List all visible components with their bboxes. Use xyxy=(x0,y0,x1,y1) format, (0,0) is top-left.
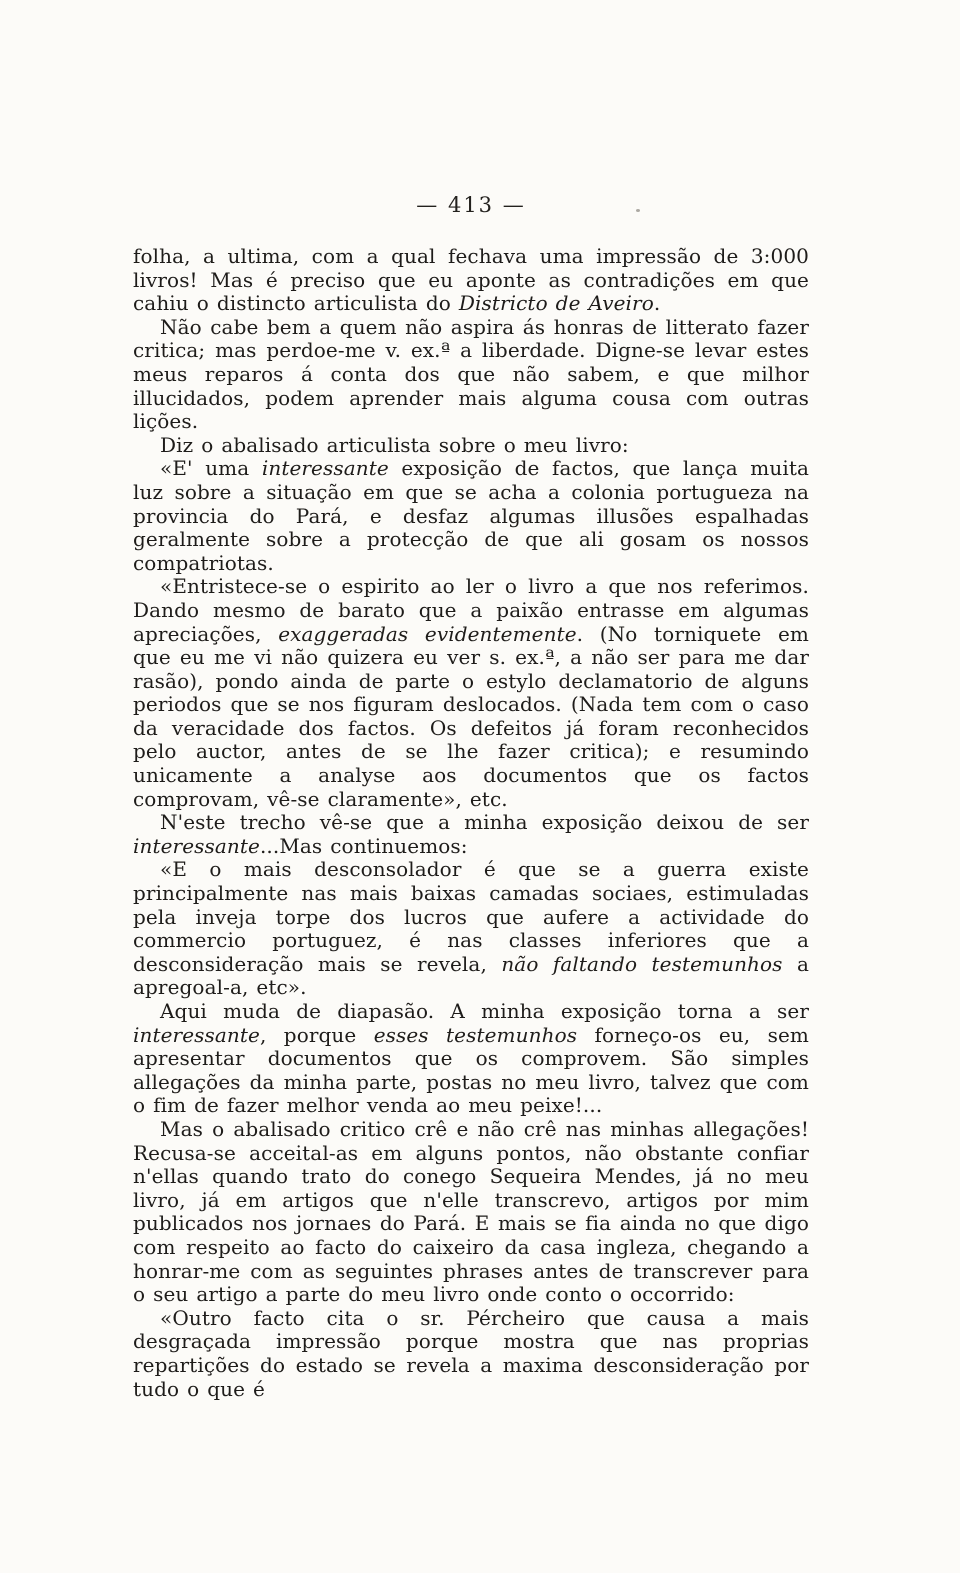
text-run: Aqui muda de diapasão. A minha exposição torna a ser xyxy=(160,999,809,1023)
text-run: «Outro facto cita o sr. Pércheiro que causa a mais desgraçada impressão porque mostra que nas proprias repartições do estado se revela a maxima desconsideração por tudo o que é xyxy=(133,1305,809,1401)
text-run: esses testemunhos xyxy=(373,1022,578,1047)
text-run: N'este trecho vê-se que a minha exposição deixou de ser xyxy=(160,810,809,835)
text-run: Mas o abalisado critico crê e não crê nas minhas allegações! Recusa-se acceital-as em alguns pontos, não obstante confiar n'ellas quando trato do conego Sequeira Mendes, já no meu livro, já em artigos que n'elle transcrevo, artigos por mim publicados nos jornaes do Pará. E mais se fia ainda no que digo com respeito ao facto do caixeiro da casa ingleza, chegando a honrar-me com as seguintes phrases antes de transcrever para o seu artigo a parte do meu livro onde conto o occorrido: xyxy=(133,1116,809,1307)
text-run: exposição de factos, que lança muita luz sobre a situação em que se acha a colonia portugueza na provincia do Pará, e desfaz algumas illusões espalhadas geralmente sobre a protecção de que ali gosam os nossos compatriotas. xyxy=(133,456,809,575)
text-run: ...Mas continuemos: xyxy=(259,833,468,858)
paragraph xyxy=(133,811,809,858)
text-run: , porque xyxy=(259,1022,374,1047)
paragraph xyxy=(133,1118,809,1307)
paragraph xyxy=(133,316,809,434)
paragraph xyxy=(133,1000,809,1118)
paragraph xyxy=(133,858,809,1000)
paragraph xyxy=(133,575,809,811)
text-run: interessante xyxy=(133,833,260,858)
page-body xyxy=(133,245,809,1401)
text-run: folha, a ultima, com a qual fechava uma impressão de 3:000 livros! Mas é preciso que eu aponte as contradições em que cahiu o distincto articulista do xyxy=(133,244,809,316)
text-run: forneço-os eu, sem apresentar documentos que os comprovem. São simples allegações da minha parte, postas no meu livro, talvez que com o fim de fazer melhor venda ao meu peixe!... xyxy=(133,1022,809,1118)
text-run: interessante xyxy=(261,456,389,481)
scan-speck xyxy=(636,209,640,212)
text-run: interessante xyxy=(133,1022,260,1047)
text-run: «E o mais desconsolador é que se a guerra existe principalmente nas mais baixas camadas sociaes, estimuladas pela inveja torpe dos lucros que aufere a actividade do commercio portuguez, é nas classes inferiores que a desconsideração mais se revela, xyxy=(133,857,809,976)
text-run: exaggeradas evidentemente xyxy=(278,621,577,646)
text-run: . xyxy=(653,291,661,316)
text-run: «E' uma xyxy=(160,456,262,481)
page-number: — 413 — xyxy=(416,193,526,217)
text-run: . (No torniquete em que eu me vi não quizera eu ver s. ex.ª, a não ser para me dar rasão), pondo ainda de parte o estylo declamatorio de alguns periodos que se nos figuram deslocados. (Nada tem com o caso da veracidade dos factos. Os defeitos já foram reconhecidos pelo auctor, antes de se lhe fazer critica); e resumindo unicamente a analyse aos documentos que os factos comprovam, vê-se claramente», etc. xyxy=(133,621,809,811)
paragraph xyxy=(133,1307,809,1401)
text-run: a apregoal-a, etc». xyxy=(133,951,810,1000)
text-run: Não cabe bem a quem não aspira ás honras de litterato fazer critica; mas perdoe-me v. ex.ª a liberdade. Digne-se levar estes meus reparos á conta dos que não sabem, e que milhor illucidados, podem aprender mais alguma cousa com outras lições. xyxy=(133,314,809,434)
text-run: Districto de Aveiro xyxy=(458,291,654,316)
paragraph xyxy=(133,245,809,316)
text-run: Diz o abalisado articulista sobre o meu livro: xyxy=(160,432,629,457)
paragraph xyxy=(133,457,809,575)
paragraph xyxy=(133,434,809,458)
text-run: «Entristece-se o espirito ao ler o livro a que nos referimos. Dando mesmo de barato que a paixão entrasse em algumas apreciações, xyxy=(133,574,809,646)
text-run: não faltando testemunhos xyxy=(501,951,783,976)
